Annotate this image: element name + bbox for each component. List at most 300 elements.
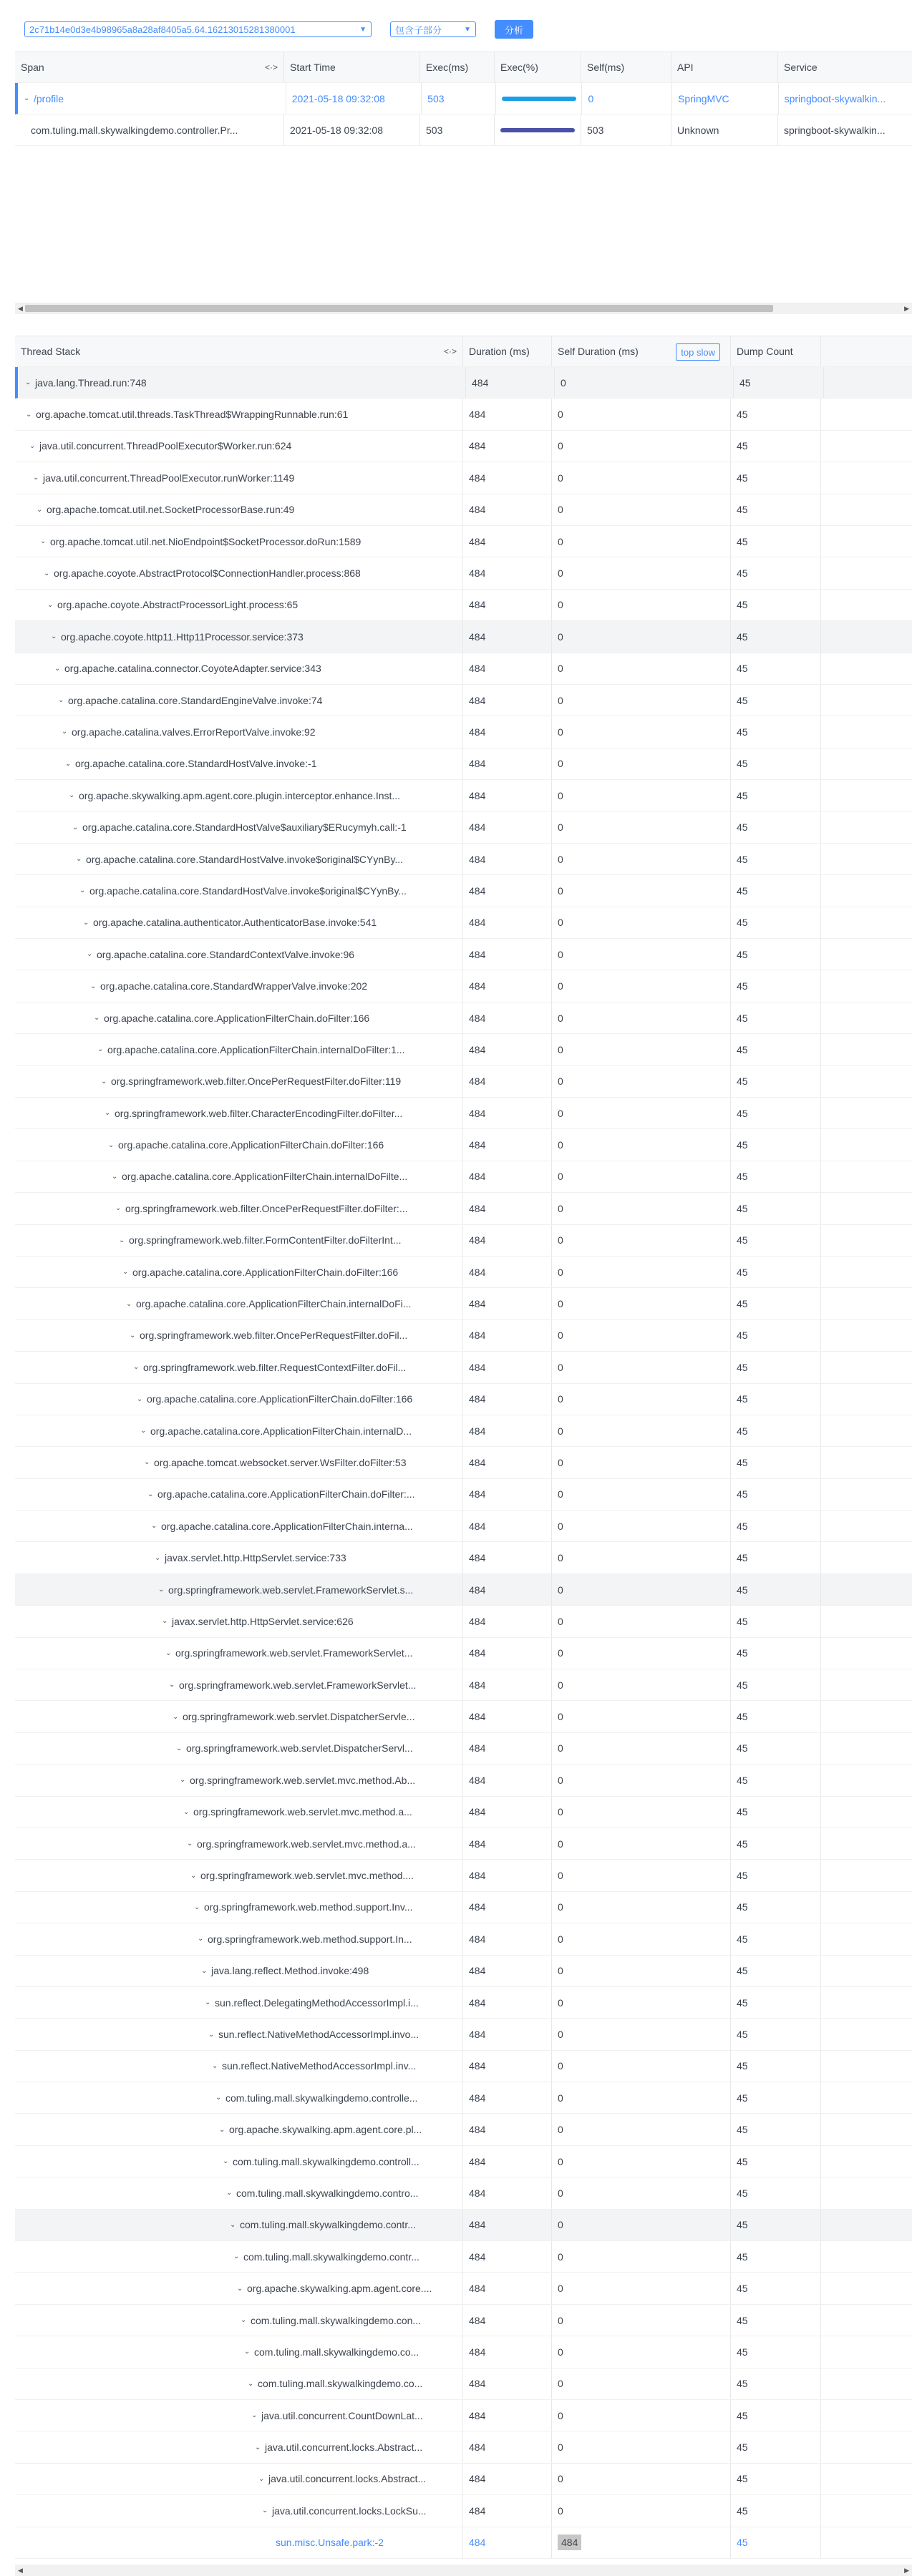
chevron-down-icon[interactable]: ⌄ [230,2220,236,2229]
span-start-time: 2021-05-18 09:32:08 [284,114,420,145]
thread-stack-row[interactable] [15,1352,912,1383]
thread-stack-row[interactable] [15,1161,912,1193]
chevron-down-icon[interactable]: ⌄ [180,1776,186,1785]
chevron-down-icon[interactable]: ⌄ [219,2125,225,2134]
chevron-down-icon[interactable]: ⌄ [119,1236,125,1244]
thread-stack-row[interactable] [15,653,912,685]
chevron-down-icon[interactable]: ⌄ [101,1077,107,1085]
self-duration-value: 0 [558,1996,563,2009]
thread-stack-cell [15,844,463,874]
thread-stack-row[interactable] [15,2368,912,2400]
exec-pct-bar [502,97,576,101]
thread-stack-cell [15,2368,463,2399]
thread-stack-frame: com.tuling.mall.skywalkingdemo.contr... [240,2219,416,2231]
chevron-down-icon: ▼ [464,25,471,34]
exec-pct-bar [500,128,575,132]
thread-stack-row[interactable] [15,2273,912,2304]
chevron-down-icon[interactable]: ⌄ [24,94,30,102]
thread-stack-row[interactable] [15,1542,912,1574]
dump-count-cell: 45 [731,2146,821,2177]
duration-cell: 484 [463,1320,552,1351]
thread-stack-row[interactable] [15,1511,912,1542]
thread-stack-frame: org.apache.catalina.core.ApplicationFilterChain.doFilter:166 [118,1139,384,1151]
thread-stack-row[interactable] [15,1606,912,1637]
row-spacer [821,1288,912,1319]
thread-stack-cell [15,1765,463,1795]
self-duration-value: 0 [558,1330,563,1342]
dump-count-cell: 45 [731,526,821,557]
self-duration-value: 0 [558,599,563,611]
thread-stack-row[interactable] [15,1066,912,1098]
self-duration-value: 0 [558,1361,563,1373]
chevron-down-icon[interactable]: ⌄ [51,633,57,641]
chevron-down-icon[interactable]: ⌄ [248,2379,254,2388]
thread-stack-frame: org.apache.catalina.core.ApplicationFilterChain.interna... [161,1520,413,1532]
thread-stack-row[interactable] [15,1320,912,1352]
span-start-time: 2021-05-18 09:32:08 [286,83,422,114]
scroll-left-icon[interactable]: ◀ [18,2567,23,2574]
span-table-scrollbar[interactable] [15,303,912,314]
thread-stack-row[interactable] [15,2464,912,2495]
thread-stack-row[interactable] [15,494,912,526]
thread-table-scrollbar[interactable] [15,2565,912,2576]
dump-count-cell: 45 [731,1511,821,1541]
self-duration-cell [552,2114,731,2145]
chevron-down-icon[interactable]: ⌄ [155,1553,161,1562]
thread-stack-cell [15,2527,463,2558]
thread-stack-cell [15,1225,463,1256]
thread-stack-frame: org.springframework.web.servlet.mvc.method.a... [197,1838,416,1850]
chevron-down-icon[interactable]: ⌄ [47,600,54,609]
thread-stack-row[interactable] [15,2051,912,2082]
thread-stack-cell [15,462,463,493]
self-duration-cell [552,526,731,557]
chevron-down-icon[interactable]: ⌄ [147,1490,154,1498]
thread-stack-row[interactable] [15,1002,912,1034]
chevron-down-icon[interactable]: ⌄ [258,2474,265,2483]
chevron-down-icon[interactable]: ⌄ [198,1935,204,1943]
top-slow-button[interactable]: top slow [676,343,720,361]
thread-stack-row[interactable] [15,685,912,716]
self-duration-cell [552,1797,731,1828]
self-duration-cell [552,907,731,938]
mode-select-value: 包含子部分 [395,24,442,36]
chevron-down-icon[interactable]: ⌄ [201,1966,208,1975]
duration-cell: 484 [463,1129,552,1160]
thread-stack-frame: org.springframework.web.servlet.FrameworkServlet... [175,1647,413,1659]
row-spacer [821,2051,912,2082]
toolbar [24,19,533,40]
chevron-down-icon[interactable]: ⌄ [162,1617,168,1626]
duration-cell: 484 [463,653,552,684]
chevron-down-icon[interactable]: ⌄ [183,1807,190,1816]
scroll-right-icon[interactable]: ▶ [904,2567,909,2574]
thread-stack-row[interactable] [15,1193,912,1224]
duration-cell: 484 [463,1066,552,1097]
col-header-thread-stack [15,336,463,366]
chevron-down-icon[interactable]: ⌄ [133,1363,140,1372]
chevron-down-icon[interactable]: ⌄ [87,950,93,959]
chevron-down-icon[interactable]: ⌄ [94,1014,100,1022]
chevron-down-icon[interactable]: ⌄ [169,1681,175,1689]
mode-select[interactable] [390,21,476,37]
chevron-down-icon[interactable]: ⌄ [58,696,64,705]
dump-count-cell: 45 [731,2400,821,2431]
chevron-down-icon[interactable]: ⌄ [108,1141,115,1149]
chevron-down-icon[interactable]: ⌄ [79,887,86,895]
thread-stack-row[interactable] [15,557,912,589]
thread-stack-frame: org.springframework.web.servlet.DispatcherServl... [186,1742,413,1755]
thread-stack-row[interactable] [15,811,912,843]
thread-stack-frame: org.springframework.web.servlet.FrameworkServlet.s... [168,1584,414,1596]
thread-stack-row[interactable] [15,2019,912,2050]
span-service: springboot-skywalkin... [784,124,886,136]
thread-stack-row[interactable] [15,2241,912,2273]
self-duration-value: 0 [558,2473,563,2485]
dump-count-cell: 45 [731,970,821,1001]
thread-stack-frame: java.util.concurrent.locks.Abstract... [265,2441,423,2454]
chevron-down-icon[interactable]: ⌄ [251,2411,258,2420]
self-duration-cell [552,462,731,493]
duration-cell: 484 [463,1447,552,1478]
thread-stack-row[interactable] [15,1892,912,1923]
row-spacer [821,2210,912,2240]
thread-stack-row[interactable] [15,2495,912,2527]
chevron-down-icon[interactable]: ⌄ [72,823,79,831]
chevron-down-icon[interactable]: ⌄ [105,1109,111,1118]
scrollbar-thumb[interactable] [25,305,773,312]
thread-stack-row[interactable] [15,2082,912,2114]
row-spacer [821,431,912,462]
thread-stack-row[interactable] [15,1797,912,1828]
row-spacer [821,2527,912,2558]
self-duration-cell [552,1574,731,1605]
col-header-label: Span [21,62,44,73]
self-duration-value: 0 [558,1425,563,1437]
chevron-down-icon[interactable]: ⌄ [115,1204,122,1213]
chevron-down-icon[interactable]: ⌄ [144,1458,150,1467]
thread-stack-row[interactable] [15,875,912,907]
self-duration-value: 0 [558,1139,563,1151]
thread-stack-row[interactable] [15,1098,912,1129]
dump-count-cell: 45 [731,1956,821,1986]
duration-cell: 484 [463,1415,552,1446]
chevron-down-icon[interactable]: ⌄ [37,505,43,514]
chevron-down-icon[interactable]: ⌄ [158,1586,165,1594]
thread-stack-row[interactable] [15,462,912,494]
self-duration-cell [552,811,731,842]
chevron-down-icon[interactable]: ⌄ [69,791,75,800]
row-spacer [821,1923,912,1954]
thread-stack-row[interactable] [15,1384,912,1415]
thread-stack-row[interactable] [15,2114,912,2145]
thread-stack-frame: org.apache.coyote.AbstractProcessorLight.process:65 [57,599,299,611]
chevron-down-icon[interactable]: ⌄ [122,1268,129,1277]
duration-cell: 484 [463,2177,552,2208]
span-row[interactable] [15,83,912,114]
row-spacer [821,1542,912,1573]
duration-cell: 484 [463,1828,552,1859]
thread-stack-cell [15,1542,463,1573]
chevron-down-icon[interactable]: ⌄ [233,2253,240,2261]
duration-cell: 484 [463,494,552,525]
duration-cell: 484 [463,780,552,811]
thread-stack-row[interactable] [15,590,912,621]
chevron-down-icon[interactable]: ⌄ [208,2030,215,2039]
thread-stack-row[interactable] [15,1669,912,1701]
thread-stack-row[interactable] [15,2210,912,2241]
self-duration-cell [552,1542,731,1573]
thread-stack-cell [15,685,463,716]
chevron-down-icon: ▼ [359,25,367,34]
thread-stack-frame: java.util.concurrent.ThreadPoolExecutor$Worker.run:624 [39,440,292,452]
chevron-down-icon[interactable]: ⌄ [173,1712,179,1721]
thread-stack-row[interactable] [15,716,912,748]
resize-handle-icon[interactable]: <·> [443,346,457,356]
thread-stack-row[interactable] [15,621,912,653]
thread-stack-row[interactable] [15,939,912,970]
thread-stack-row[interactable] [15,2177,912,2209]
thread-stack-row[interactable] [15,1860,912,1891]
col-header-service: Service [784,62,818,73]
dump-count-cell: 45 [731,2177,821,2208]
thread-stack-cell [15,1956,463,1986]
thread-stack-frame: org.apache.coyote.AbstractProtocol$ConnectionHandler.process:868 [54,567,361,580]
thread-stack-table [15,336,912,2559]
dump-count-cell: 45 [731,653,821,684]
thread-stack-row[interactable] [15,1574,912,1606]
row-spacer [821,844,912,874]
duration-cell: 484 [463,1098,552,1128]
self-duration-value: 0 [558,1647,563,1659]
chevron-down-icon[interactable]: ⌄ [241,2316,247,2325]
self-duration-value: 0 [558,472,563,484]
thread-stack-frame: org.apache.catalina.core.StandardContextValve.invoke:96 [97,948,355,960]
self-duration-value: 0 [558,2219,563,2231]
thread-stack-row[interactable] [15,844,912,875]
thread-stack-row[interactable] [15,1956,912,1987]
thread-stack-row[interactable] [15,1225,912,1257]
thread-stack-row[interactable] [15,2400,912,2431]
chevron-down-icon[interactable]: ⌄ [65,759,72,768]
thread-stack-row[interactable] [15,1257,912,1288]
self-duration-value: 0 [558,2441,563,2454]
chevron-down-icon[interactable]: ⌄ [90,982,97,990]
thread-stack-row[interactable] [15,1987,912,2019]
thread-stack-row[interactable] [15,2527,912,2559]
self-duration-value: 0 [558,1488,563,1501]
thread-stack-row[interactable] [15,1701,912,1732]
self-duration-cell [552,2019,731,2049]
chevron-down-icon[interactable]: ⌄ [54,664,61,673]
chevron-down-icon[interactable]: ⌄ [226,2189,233,2197]
chevron-down-icon[interactable]: ⌄ [140,1427,147,1435]
thread-stack-row[interactable] [15,1733,912,1765]
row-spacer [821,2305,912,2336]
span-row[interactable] [15,114,912,146]
resize-handle-icon[interactable]: <·> [264,62,278,72]
row-spacer [821,1638,912,1669]
duration-cell: 484 [463,1511,552,1541]
duration-cell: 484 [463,526,552,557]
thread-stack-row[interactable] [15,1129,912,1161]
chevron-down-icon[interactable]: ⌄ [255,2443,261,2451]
row-spacer [821,1574,912,1605]
thread-stack-row[interactable] [15,907,912,939]
chevron-down-icon[interactable]: ⌄ [176,1744,183,1752]
chevron-down-icon[interactable]: ⌄ [126,1299,132,1308]
self-duration-cell [552,2210,731,2240]
thread-stack-cell [15,1288,463,1319]
chevron-down-icon[interactable]: ⌄ [137,1395,143,1403]
chevron-down-icon[interactable]: ⌄ [187,1840,193,1848]
dump-count-cell: 45 [731,462,821,493]
thread-stack-row[interactable] [15,399,912,430]
thread-stack-row[interactable] [15,431,912,462]
self-duration-cell [552,2082,731,2113]
chevron-down-icon[interactable]: ⌄ [205,1999,211,2007]
thread-stack-row[interactable] [15,780,912,811]
thread-stack-row[interactable] [15,2431,912,2463]
self-duration-cell [552,1257,731,1287]
chevron-down-icon[interactable]: ⌄ [33,474,39,482]
chevron-down-icon[interactable]: ⌄ [62,728,68,736]
dump-count-cell: 45 [731,2431,821,2462]
self-duration-cell [552,1098,731,1128]
thread-stack-row[interactable] [15,1828,912,1860]
chevron-down-icon[interactable]: ⌄ [151,1522,157,1531]
thread-stack-row[interactable] [15,2146,912,2177]
chevron-down-icon[interactable]: ⌄ [190,1871,197,1880]
dump-count-cell: 45 [731,2368,821,2399]
self-duration-value: 0 [558,663,563,675]
thread-stack-row[interactable] [15,970,912,1002]
dump-count-cell: 45 [731,1384,821,1415]
thread-stack-row[interactable] [15,526,912,557]
thread-stack-row[interactable] [15,1638,912,1669]
chevron-down-icon[interactable]: ⌄ [25,379,31,387]
chevron-down-icon[interactable]: ⌄ [29,441,36,450]
chevron-down-icon[interactable]: ⌄ [26,410,32,419]
dump-count-cell: 45 [731,1701,821,1732]
thread-stack-row[interactable] [15,1288,912,1319]
chevron-down-icon[interactable]: ⌄ [44,569,50,577]
duration-cell: 484 [463,1701,552,1732]
row-spacer [821,1352,912,1382]
thread-stack-frame: org.apache.skywalking.apm.agent.core.pl... [229,2124,422,2136]
row-spacer [821,1193,912,1224]
thread-stack-row[interactable] [15,1447,912,1478]
self-duration-cell [552,2051,731,2082]
self-duration-value: 0 [558,409,563,421]
thread-stack-row[interactable] [15,367,912,399]
chevron-down-icon[interactable]: ⌄ [223,2157,229,2166]
thread-stack-frame: org.springframework.web.servlet.FrameworkServlet... [179,1679,417,1691]
scroll-left-icon[interactable]: ◀ [18,305,23,312]
row-spacer [821,2114,912,2145]
duration-cell: 484 [463,1669,552,1700]
col-header-exec: Exec(ms) [420,52,495,82]
duration-cell: 484 [463,2146,552,2177]
thread-stack-frame: java.lang.Thread.run:748 [35,376,147,389]
duration-cell: 484 [463,2495,552,2526]
chevron-down-icon[interactable]: ⌄ [83,918,89,927]
dump-count-cell: 45 [731,2114,821,2145]
thread-stack-row[interactable] [15,1034,912,1065]
duration-cell: 484 [463,2210,552,2240]
trace-select[interactable] [24,21,372,37]
thread-stack-frame: java.util.concurrent.CountDownLat... [261,2409,423,2421]
self-duration-value: 0 [558,1298,563,1310]
thread-stack-row[interactable] [15,748,912,780]
chevron-down-icon[interactable]: ⌄ [165,1649,172,1657]
analyze-button[interactable]: 分析 [495,20,533,39]
duration-cell: 484 [463,2241,552,2272]
thread-stack-cell [15,2114,463,2145]
dump-count-cell: 45 [731,431,821,462]
thread-stack-frame: org.apache.skywalking.apm.agent.core.... [247,2283,432,2295]
self-duration-value: 0 [558,853,563,865]
thread-stack-row[interactable] [15,1415,912,1447]
dump-count-cell: 45 [731,2241,821,2272]
col-header-start-time: Start Time [284,52,420,82]
span-api: Unknown [671,114,778,145]
chevron-down-icon[interactable]: ⌄ [237,2284,243,2293]
duration-cell: 484 [463,1797,552,1828]
thread-stack-row[interactable] [15,1923,912,1955]
row-spacer [821,939,912,970]
thread-stack-cell [15,1860,463,1890]
thread-stack-frame: org.apache.catalina.core.ApplicationFilterChain.internalDoFi... [136,1298,412,1310]
thread-stack-cell [15,1352,463,1382]
thread-stack-row[interactable] [15,2336,912,2368]
duration-cell: 484 [463,2082,552,2113]
self-duration-cell [552,2177,731,2208]
duration-cell: 484 [463,1002,552,1033]
thread-stack-frame: org.apache.catalina.valves.ErrorReportValve.invoke:92 [72,726,316,738]
thread-stack-cell [15,1892,463,1923]
row-spacer [821,1987,912,2018]
duration-cell: 484 [463,748,552,779]
dump-count-cell: 45 [731,1669,821,1700]
thread-stack-frame: org.apache.catalina.core.StandardHostValve.invoke:-1 [75,758,317,770]
dump-count-cell: 45 [731,2336,821,2367]
chevron-down-icon[interactable]: ⌄ [97,1045,104,1054]
thread-stack-row[interactable] [15,2305,912,2336]
chevron-down-icon[interactable]: ⌄ [262,2507,268,2515]
scroll-right-icon[interactable]: ▶ [904,305,909,312]
self-duration-cell [552,2431,731,2462]
thread-stack-cell [15,1447,463,1478]
thread-stack-cell [15,1193,463,1224]
chevron-down-icon[interactable]: ⌄ [112,1172,118,1181]
chevron-down-icon[interactable]: ⌄ [130,1331,136,1340]
chevron-down-icon[interactable]: ⌄ [212,2062,218,2070]
thread-stack-cell [15,1161,463,1192]
thread-stack-cell [15,748,463,779]
chevron-down-icon[interactable]: ⌄ [215,2094,222,2102]
dump-count-cell: 45 [731,1987,821,2018]
chevron-down-icon[interactable]: ⌄ [76,855,82,864]
chevron-down-icon[interactable]: ⌄ [194,1903,200,1911]
chevron-down-icon[interactable]: ⌄ [244,2348,251,2356]
self-duration-value: 0 [558,2409,563,2421]
thread-stack-row[interactable] [15,1479,912,1511]
chevron-down-icon[interactable]: ⌄ [40,537,47,546]
duration-cell: 484 [463,2051,552,2082]
row-spacer [821,1733,912,1764]
thread-stack-row[interactable] [15,1765,912,1796]
